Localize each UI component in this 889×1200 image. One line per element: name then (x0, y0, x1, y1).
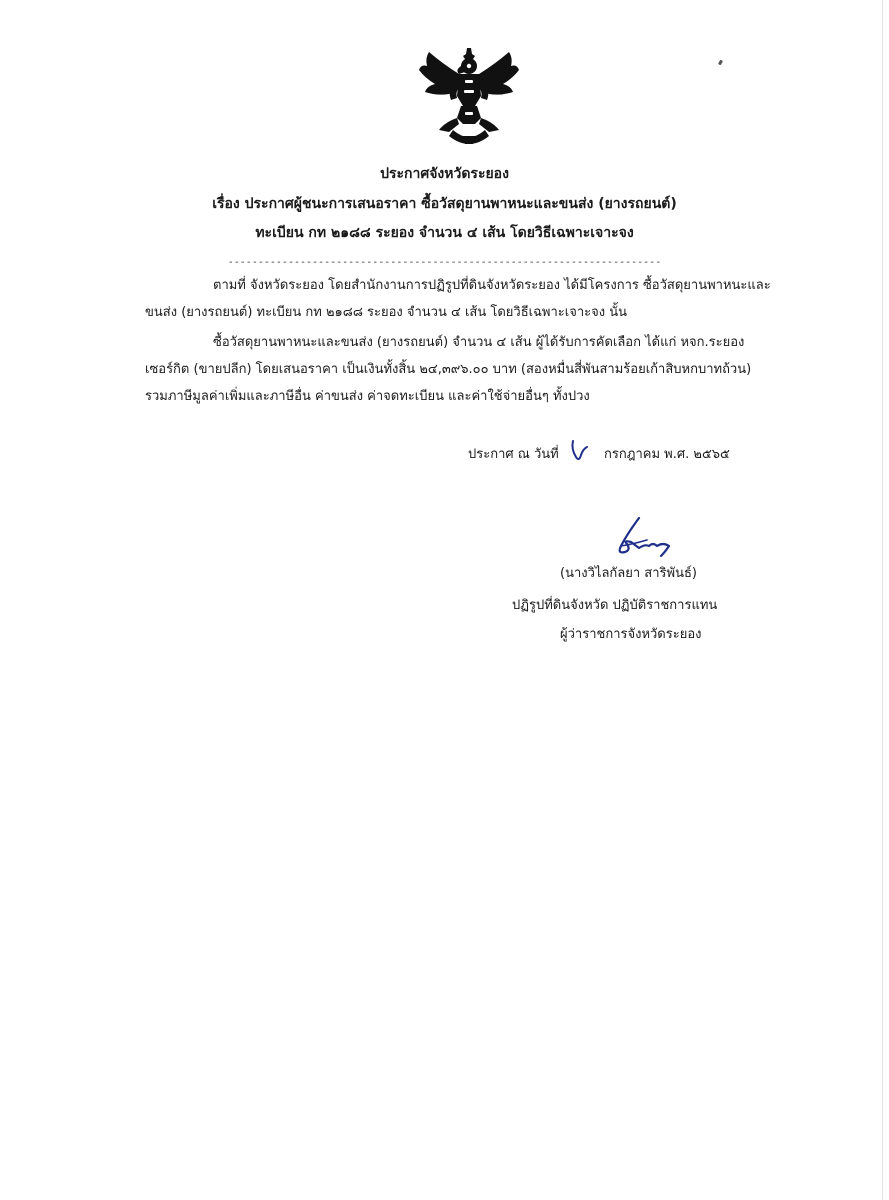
announcement-subject: เรื่อง ประกาศผู้ชนะการเสนอราคา ซื้อวัสดุยานพาหนะและขนส่ง (ยางรถยนต์) (212, 196, 677, 212)
announcement-subject-continued: ทะเบียน กท ๒๑๘๘ ระยอง จำนวน ๔ เส้น โดยวิธีเฉพาะเจาะจง (255, 225, 634, 241)
paragraph-2-line-2: เซอร์กิต (ขายปลีก) โดยเสนอราคา เป็นเงินทั้งสิ้น ๒๔,๓๙๖.๐๐ บาท (สองหมื่นสี่พันสามร้อยเก้าสิบหกบาทถ้วน) (145, 362, 752, 377)
signatory-name: (นางวิไลกัลยา สาริพันธ์) (560, 566, 697, 581)
paragraph-2-line-1: ซื้อวัสดุยานพาหนะและขนส่ง (ยางรถยนต์) จำนวน ๔ เส้น ผู้ได้รับการคัดเลือก ได้แก่ หจก.ระยอง (213, 335, 745, 350)
signatory-office: ผู้ว่าราชการจังหวัดระยอง (560, 627, 702, 642)
paragraph-2-line-3: รวมภาษีมูลค่าเพิ่มและภาษีอื่น ค่าขนส่ง ค่าจดทะเบียน และค่าใช้จ่ายอื่นๆ ทั้งปวง (145, 389, 590, 404)
paragraph-1-line-1: ตามที่ จังหวัดระยอง โดยสำนักงานการปฏิรูปที่ดินจังหวัดระยอง ได้มีโครงการ ซื้อวัสดุยานพาหนะและ (213, 278, 771, 293)
date-prefix: ประกาศ ณ วันที่ (468, 447, 559, 462)
handwritten-day-mark (567, 437, 591, 467)
paragraph-1-line-2: ขนส่ง (ยางรถยนต์) ทะเบียน กท ๒๑๘๘ ระยอง จำนวน ๔ เส้น โดยวิธีเฉพาะเจาะจง นั้น (145, 305, 627, 320)
signatory-position: ปฏิรูปที่ดินจังหวัด ปฏิบัติราชการแทน (512, 598, 718, 613)
scan-speck (718, 60, 723, 66)
handwritten-signature (613, 516, 673, 560)
header-divider: ------------------------------------------------------------------------ (227, 257, 662, 268)
announcement-title: ประกาศจังหวัดระยอง (380, 166, 509, 182)
date-month-year: กรกฎาคม พ.ศ. ๒๕๖๕ (604, 447, 730, 462)
garuda-emblem-icon (415, 44, 523, 152)
